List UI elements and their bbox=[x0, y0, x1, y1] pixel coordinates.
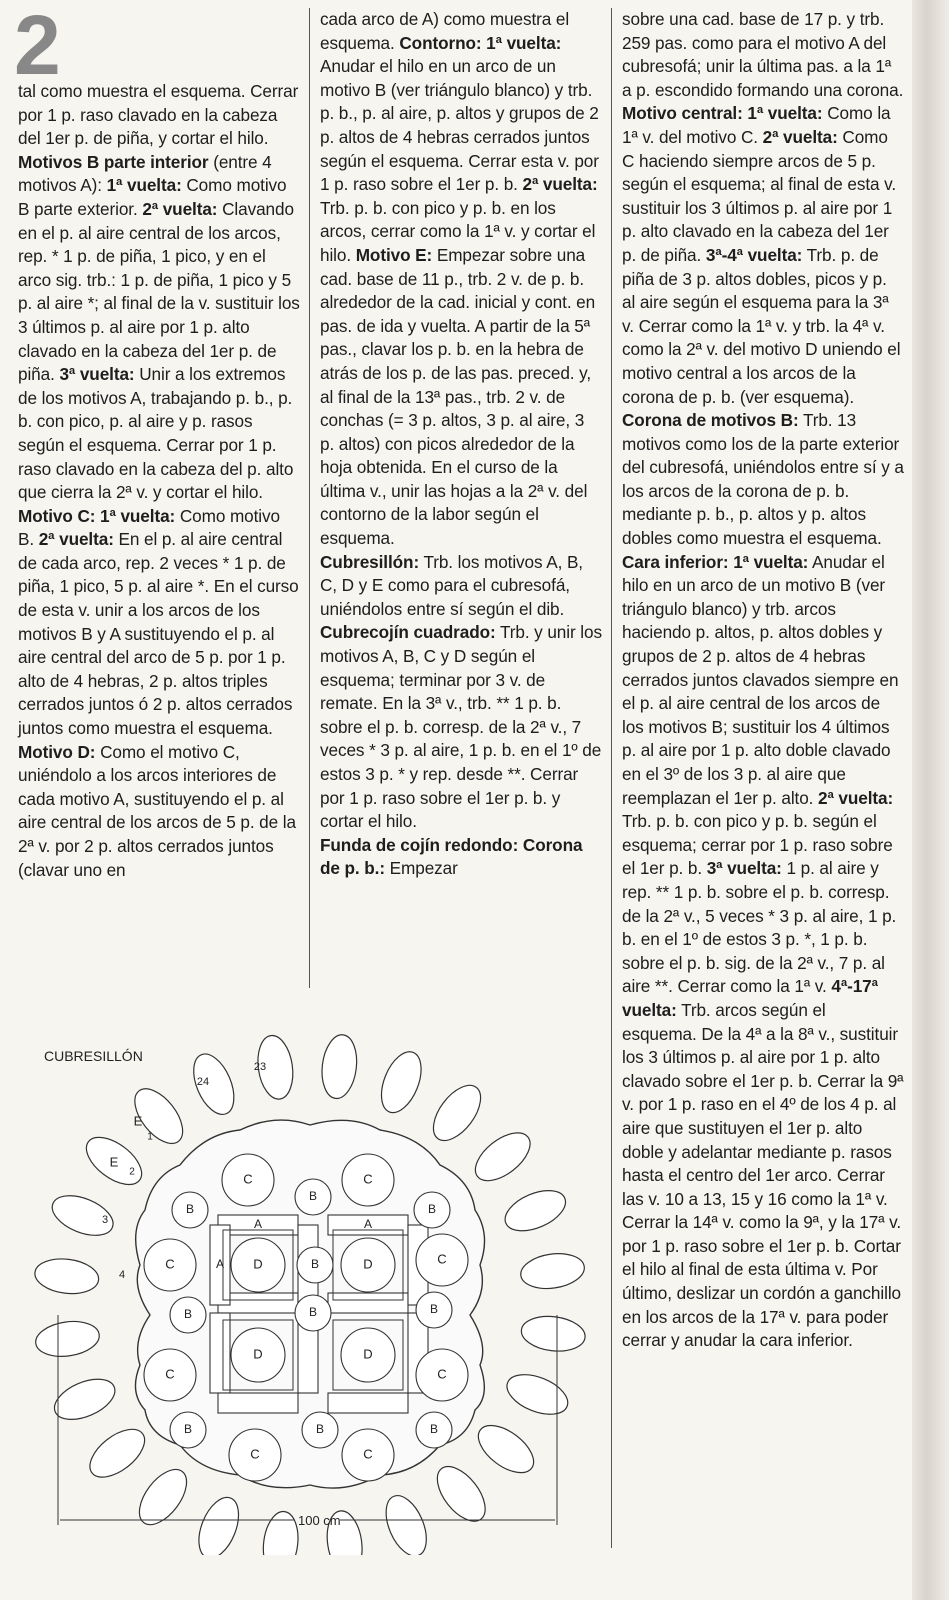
section-text: cada arco de A) como muestra el esquema. bbox=[320, 9, 570, 53]
paragraph bbox=[18, 80, 300, 882]
leaf-motif bbox=[82, 1420, 153, 1486]
section-text: Trb. p. de piña de 3 p. altos dobles, picos y p. al aire según el esquema para la 3ª v. Cerrar como la 1ª v. y trb. la 4ª v. como la 2ª v. del motivo D uniendo el motivo central a los arcos de la corona de p. b. (ver esquema). bbox=[622, 244, 901, 407]
section-heading: 2ª vuelta: bbox=[142, 198, 218, 219]
paragraph bbox=[320, 551, 602, 622]
motif-label: C bbox=[363, 1171, 373, 1187]
motif-label: A bbox=[253, 1217, 263, 1232]
section-text: Unir a los extremos de los motivos A, trabajando p. b., p. b. con pico, p. al aire y p. rasos según el esquema. Cerrar por 1 p. raso clavado en la cabeza del p. alto que cierra la 2ª v. y cortar el hilo. bbox=[18, 364, 294, 503]
motif-label: B bbox=[183, 1422, 193, 1437]
section-text: Anudar el hilo en un arco de un motivo B (ver triángulo blanco) y trb. arcos haciendo p. altos, p. altos dobles y grupos de 2 p. altos de 4 hebras cerrados juntos clavados siempre en el p. al aire central de los arcos de los motivos B; sustituir los 4 últimos p. al aire por 1 p. alto doble clavado en el 3º de los 3 p. al aire que reemplazan el 1er p. alto. bbox=[622, 551, 899, 808]
section-heading: Motivo E: bbox=[355, 244, 433, 265]
leaf-motif bbox=[428, 1458, 494, 1529]
section-heading: 2ª vuelta: bbox=[818, 787, 894, 808]
text-column-2 bbox=[320, 8, 602, 881]
motif-label: B bbox=[185, 1202, 195, 1217]
section-text: Trb. los motivos A, B, C, D y E como para el cubresofá, uniéndolos entre sí según el dib. bbox=[320, 551, 583, 619]
paragraph bbox=[622, 8, 904, 1353]
leaf-motif bbox=[467, 1124, 538, 1190]
section-heading: 3ª-4ª vuelta: bbox=[705, 244, 803, 265]
motif-label: B bbox=[308, 1305, 318, 1320]
motif-label: E bbox=[133, 1113, 143, 1129]
leaf-motif bbox=[49, 1371, 121, 1427]
leaf-motif bbox=[378, 1490, 434, 1555]
motif-label: A bbox=[363, 1217, 373, 1232]
motif-label: C bbox=[437, 1366, 447, 1382]
motif-label: C bbox=[243, 1171, 253, 1187]
section-heading: Cubresillón: bbox=[320, 551, 420, 572]
section-text: Trb. 13 motivos como los de la parte exterior del cubresofá, uniéndolos entre sí y a los arcos de la corona de p. b. mediante p. b., p. altos y p. altos dobles como muestra el esquema. bbox=[622, 410, 904, 549]
section-heading: 2ª vuelta: bbox=[522, 174, 598, 195]
motif-label: B bbox=[310, 1257, 320, 1272]
motif-label: C bbox=[250, 1446, 260, 1462]
section-heading: Cara inferior: 1ª vuelta: bbox=[622, 551, 809, 572]
motif-label: B bbox=[183, 1307, 193, 1322]
leaf-motif bbox=[424, 1077, 490, 1149]
motif-a-strip bbox=[210, 1313, 230, 1393]
section-heading: Funda de cojín redondo: Corona de p. b.: bbox=[320, 834, 583, 879]
section-text: Trb. p. b. con pico y p. b. en los arcos, cerrar como la 1ª v. y cortar el hilo. bbox=[320, 197, 596, 265]
section-text: Como motivo B. bbox=[18, 505, 280, 550]
leaf-motif bbox=[186, 1048, 242, 1120]
cubresillon-diagram bbox=[10, 1015, 610, 1555]
leaf-motif bbox=[470, 1416, 542, 1482]
section-heading: Contorno: 1ª vuelta: bbox=[399, 32, 562, 53]
motif-label: B bbox=[315, 1422, 325, 1437]
motif-label: C bbox=[363, 1446, 373, 1462]
leaf-motif bbox=[33, 1256, 101, 1297]
motif-a-strip bbox=[328, 1293, 408, 1313]
motif-label: D bbox=[253, 1346, 263, 1362]
section-number: 2 bbox=[14, 0, 59, 92]
motif-label: A bbox=[215, 1257, 225, 1272]
motif-label: 23 bbox=[253, 1060, 267, 1073]
paragraph bbox=[320, 834, 602, 881]
section-heading: 1ª vuelta: bbox=[106, 175, 182, 196]
section-heading: Motivo central: 1ª vuelta: bbox=[622, 103, 823, 124]
section-heading: 3ª vuelta: bbox=[59, 364, 135, 385]
leaf-motif bbox=[499, 1183, 571, 1239]
motif-label: 24 bbox=[196, 1075, 210, 1088]
motif-label: C bbox=[165, 1366, 175, 1382]
leaf-motif bbox=[33, 1318, 101, 1361]
motif-label: C bbox=[165, 1256, 175, 1272]
section-text: 1 p. al aire y rep. ** 1 p. b. sobre el p. b. corresp. de la 2ª v., 5 veces * 3 p. al aire, 1 p. b. en el 1º de estos 3 p. *, 1 p. b. sobre el p. b. sig. de la 2ª v., 7 p. al aire **. Cerrar como la 1ª v. bbox=[622, 858, 897, 997]
leaf-motif bbox=[130, 1461, 196, 1533]
leaf-motif bbox=[519, 1313, 587, 1354]
section-text: Empezar sobre una cad. base de 11 p., trb. 2 v. de p. b. alrededor de la cad. inicial y cont. en pas. de ida y vuelta. A partir de la 5ª pas., clavar los p. b. en la hebra de atrás de los p. de las pas. preced. y, al final de la 13ª pas., trb. 2 v. de conchas (= 3 p. altos, 3 p. al aire, 3 p. altos) con picos alrededor de la hoja obtenida. En el curso de la última v., unir las hojas a la 2ª v. del contorno de la labor según el esquema. bbox=[320, 244, 596, 549]
section-text: En el p. al aire central de cada arco, rep. 2 veces * 1 p. de piña, 1 pico, 5 p. al aire *. En el curso de esta v. unir a los arcos de los motivos B y A sustituyendo el p. al aire central del arco de 5 p. por 1 p. alto de 4 hebras, 2 p. altos triples cerrados juntos ó 2 p. altos cerrados juntos como muestra el esquema. bbox=[18, 529, 299, 739]
motif-label: B bbox=[429, 1302, 439, 1317]
page-edge-shadow bbox=[912, 0, 949, 1600]
section-heading: 2ª vuelta: bbox=[762, 126, 838, 147]
motif-label: B bbox=[427, 1202, 437, 1217]
leaf-motif bbox=[518, 1250, 586, 1293]
motif-label: C bbox=[437, 1251, 447, 1267]
section-heading: 2ª vuelta: bbox=[38, 529, 114, 550]
section-text: Como motivo B parte exterior. bbox=[18, 175, 287, 219]
motif-label: 3 bbox=[101, 1213, 109, 1226]
section-heading: Motivo D: bbox=[18, 741, 96, 762]
section-text: Trb. arcos según el esquema. De la 4ª a la 8ª v., sustituir los 3 últimos p. al aire por 1 p. alto clavado sobre el 1er p. b. Cerrar la 9ª v. por 1 p. raso en el 4º de los 4 p. al aire que sustituyen el 1er p. alto doble y adelantar mediante p. rasos hasta el centro del 1er arco. Cerrar las v. 10 a 13, 15 y 16 como la 1ª v. Cerrar la 14ª v. como la 9ª, y la 17ª v. por 1 p. raso sobre el 1er p. b. Cortar el hilo al final de esta última v. Por último, deslizar un cordón a ganchillo en los arcos de la 17ª v. para poder cerrar y anudar la cara inferior. bbox=[622, 999, 904, 1351]
dimension-label: 100 cm bbox=[298, 1513, 341, 1528]
diagram-title: CUBRESILLÓN bbox=[44, 1048, 143, 1064]
column-divider-1 bbox=[309, 8, 310, 988]
section-text: Como la 1ª v. del motivo C. bbox=[622, 103, 891, 147]
section-text: Anudar el hilo en un arco de un motivo B (ver triángulo blanco) y trb. p. b., p. al aire, p. altos y grupos de 2 p. altos de 4 hebras cerrados juntos según el esquema. Cerrar esta v. por 1 p. raso sobre el 1er p. b. bbox=[320, 56, 599, 195]
section-heading: Cubrecojín cuadrado: bbox=[320, 622, 496, 643]
section-text: tal como muestra el esquema. Cerrar por 1 p. raso clavado en la cabeza del 1er p. de piña, y cortar el hilo. bbox=[18, 81, 299, 149]
motif-label: B bbox=[308, 1189, 318, 1204]
leaf-motif bbox=[260, 1510, 301, 1555]
motif-label: E bbox=[109, 1154, 119, 1170]
motif-label: 2 bbox=[129, 1166, 135, 1178]
section-heading: Corona de motivos B: bbox=[622, 410, 799, 431]
column-divider-2 bbox=[611, 8, 612, 1548]
section-heading: Motivo C: 1ª vuelta: bbox=[18, 505, 176, 526]
section-text: Empezar bbox=[384, 858, 458, 879]
paragraph bbox=[320, 8, 602, 551]
motif-label: B bbox=[429, 1422, 439, 1437]
leaf-motif bbox=[374, 1046, 429, 1118]
section-text: (entre 4 motivos A): bbox=[18, 151, 272, 196]
section-text: Clavando en el p. al aire central de los arcos, rep. * 1 p. de piña, 1 pico, y en el arco sig. trb.: 1 p. de piña, 1 pico y 5 p. al aire *; al final de la v. sustituir los 3 últimos p. al aire por 1 p. alto clavado en la cabeza del 1er p. de piña. bbox=[18, 198, 300, 385]
motif-label: D bbox=[363, 1346, 373, 1362]
section-text: Trb. p. b. con pico y p. b. según el esquema; cerrar por 1 p. raso sobre el 1er p. b. bbox=[622, 811, 893, 879]
leaf-motif bbox=[501, 1367, 573, 1422]
text-column-3 bbox=[622, 8, 904, 1353]
motif-label: 1 bbox=[147, 1131, 153, 1143]
section-text: Como C haciendo siempre arcos de 5 p. según el esquema; al final de esta v. sustituir los 3 últimos p. al aire por 1 p. alto clavado en la cabeza del 1er p. de piña. bbox=[622, 126, 897, 265]
section-text: Como el motivo C, uniéndolo a los arcos interiores de cada motivo A, sustituyendo el p. al aire central de los arcos de 5 p. de la 2ª v. por 2 p. altos cerrados juntos (clavar uno en bbox=[18, 741, 296, 880]
section-heading: 4ª-17ª vuelta: bbox=[622, 976, 878, 1020]
text-column-1 bbox=[18, 80, 300, 882]
leaf-motif bbox=[191, 1492, 246, 1555]
motif-label: D bbox=[253, 1256, 263, 1272]
motif-label: 4 bbox=[118, 1268, 126, 1281]
motif-a-strip bbox=[218, 1393, 298, 1413]
paragraph bbox=[320, 621, 602, 833]
section-heading: Motivos B parte interior bbox=[18, 151, 209, 172]
section-text: Trb. y unir los motivos A, B, C y D según el esquema; terminar por 3 v. de remate. En la 3ª v., trb. ** 1 p. b. sobre el p. b. corresp. de la 2ª v., 7 veces * 3 p. al aire, 1 p. b. en el 1º de estos 3 p. * y rep. desde **. Cerrar por 1 p. raso sobre el 1er p. b. y cortar el hilo. bbox=[320, 622, 602, 832]
section-text: sobre una cad. base de 17 p. y trb. 259 pas. como para el motivo A del cubresofá; unir la última pas. a la 1ª a p. escondido formando una corona. bbox=[622, 9, 904, 100]
motif-a-strip bbox=[328, 1393, 408, 1413]
leaf-motif bbox=[319, 1033, 360, 1101]
section-heading: 3ª vuelta: bbox=[706, 858, 782, 879]
motif-label: D bbox=[363, 1256, 373, 1272]
